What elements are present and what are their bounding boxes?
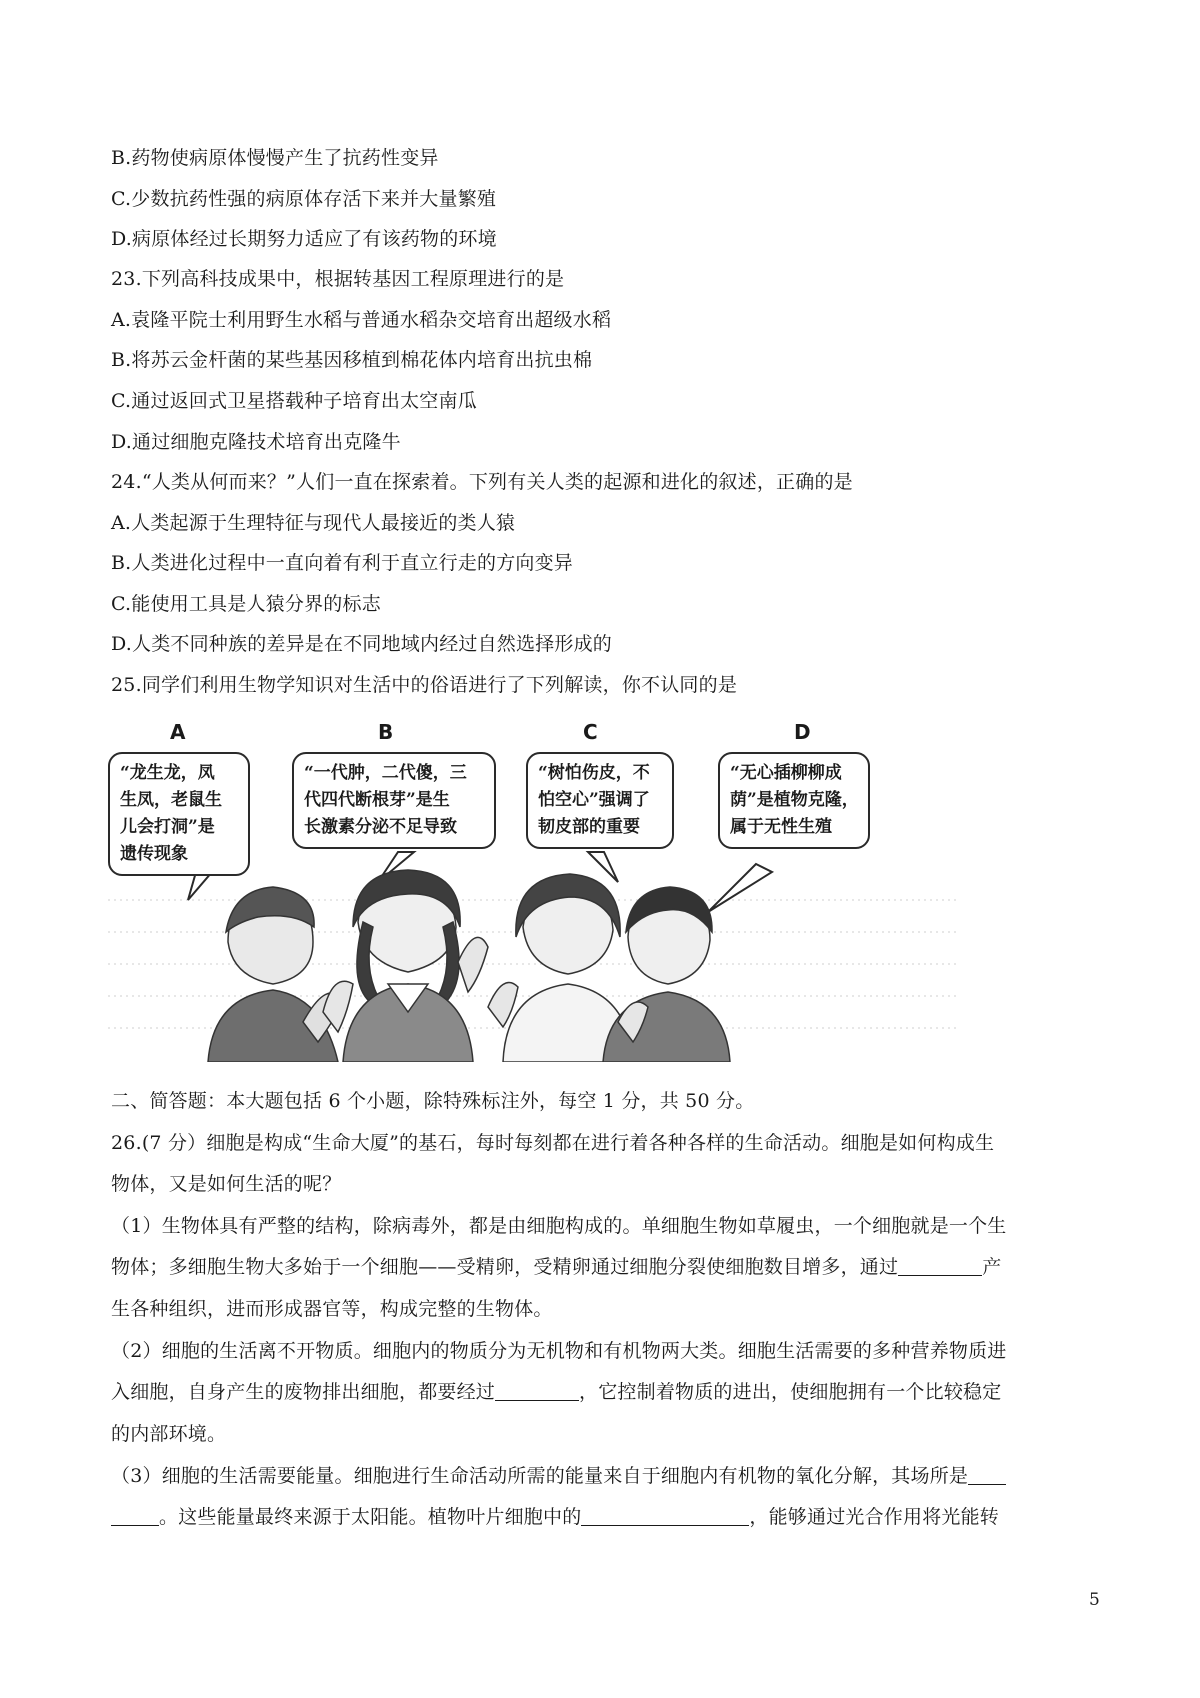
subquestion-2: （2）细胞的生活离不开物质。细胞内的物质分为无机物和有机物两大类。细胞生活需要的多种营养物质进: [111, 1340, 1007, 1362]
option-line: D.人类不同种族的差异是在不同地域内经过自然选择形成的: [111, 633, 612, 655]
bubble-text: “龙生龙，凤: [120, 763, 215, 783]
proverb-illustration: [108, 722, 958, 1062]
text-segment: （3）细胞的生活需要能量。细胞进行生命活动所需的能量来自于细胞内有机物的氧化分解，其场所是: [111, 1465, 969, 1487]
text-segment: ，能够通过光合作用将光能转: [749, 1506, 1000, 1528]
bubble-text: 长激素分泌不足导致: [304, 817, 457, 837]
answer-blank[interactable]: [968, 1464, 1006, 1485]
text-segment: 入细胞，自身产生的废物排出细胞，都要经过: [111, 1381, 496, 1403]
subquestion-1: （1）生物体具有严整的结构，除病毒外，都是由细胞构成的。单细胞生物如草履虫，一个细胞就是一个生: [111, 1215, 1007, 1237]
student-b: [323, 870, 488, 1062]
label-d: D: [794, 720, 811, 744]
option-line: A.人类起源于生理特征与现代人最接近的类人猿: [111, 512, 516, 534]
answer-blank[interactable]: [898, 1255, 982, 1276]
question-23: 23.下列高科技成果中，根据转基因工程原理进行的是: [111, 268, 565, 290]
bubble-text: “一代肿，二代傻，三: [304, 763, 467, 783]
subquestion-3: [111, 1463, 1006, 1489]
page-number: 5: [1089, 1590, 1100, 1610]
bubble-text: 代四代断根芽”是生: [304, 790, 450, 810]
question-25: 25.同学们利用生物学知识对生活中的俗语进行了下列解读，你不认同的是: [111, 674, 738, 696]
option-line: C.少数抗药性强的病原体存活下来并大量繁殖: [111, 188, 497, 210]
speech-bubble-a: [108, 752, 250, 876]
question-26-intro: 物体，又是如何生活的呢？: [111, 1173, 342, 1195]
student-a: [208, 887, 343, 1062]
answer-blank[interactable]: [495, 1380, 579, 1401]
speech-bubble-d: [718, 752, 870, 849]
text-segment: 产: [982, 1256, 1002, 1278]
bubble-text: “树怕伤皮，不: [538, 763, 650, 783]
option-line: B.将苏云金杆菌的某些基因移植到棉花体内培育出抗虫棉: [111, 349, 593, 371]
bubble-text: 生凤，老鼠生: [120, 790, 222, 810]
option-line: C.通过返回式卫星搭载种子培育出太空南瓜: [111, 390, 477, 412]
subquestion-2: 的内部环境。: [111, 1423, 227, 1445]
speech-bubble-b: [292, 752, 496, 849]
bubble-text: 儿会打洞”是: [120, 817, 215, 837]
option-line: A.袁隆平院士利用野生水稻与普通水稻杂交培育出超级水稻: [111, 309, 612, 331]
option-line: D.病原体经过长期努力适应了有该药物的环境: [111, 228, 497, 250]
text-segment: 。这些能量最终来源于太阳能。植物叶片细胞中的: [159, 1506, 582, 1528]
question-24: 24.“人类从何而来？”人们一直在探索着。下列有关人类的起源和进化的叙述，正确的是: [111, 471, 853, 493]
option-line: B.药物使病原体慢慢产生了抗药性变异: [111, 147, 439, 169]
option-line: B.人类进化过程中一直向着有利于直立行走的方向变异: [111, 552, 574, 574]
subquestion-3: [111, 1504, 999, 1530]
text-segment: 物体；多细胞生物大多始于一个细胞——受精卵，受精卵通过细胞分裂使细胞数目增多，通过: [111, 1256, 899, 1278]
bubble-text: 属于无性生殖: [730, 817, 832, 837]
bubble-text: 遗传现象: [120, 844, 188, 864]
subquestion-1: 生各种组织，进而形成器官等，构成完整的生物体。: [111, 1298, 553, 1320]
question-26-intro: 26.(7 分）细胞是构成“生命大厦”的基石，每时每刻都在进行着各种各样的生命活动。细胞是如何构成生: [111, 1132, 995, 1154]
label-b: B: [378, 720, 394, 744]
subquestion-1: [111, 1254, 1001, 1280]
label-a: A: [170, 720, 186, 744]
label-c: C: [583, 720, 598, 744]
bubble-text: 怕空心”强调了: [538, 790, 650, 810]
option-line: D.通过细胞克隆技术培育出克隆牛: [111, 431, 401, 453]
text-segment: ，它控制着物质的进出，使细胞拥有一个比较稳定: [579, 1381, 1002, 1403]
subquestion-2: [111, 1379, 1001, 1405]
bubble-text: “无心插柳柳成: [730, 763, 842, 783]
speech-bubble-c: [526, 752, 674, 849]
bubble-text: 韧皮部的重要: [538, 817, 640, 837]
answer-blank[interactable]: [581, 1505, 749, 1526]
student-d: [603, 887, 730, 1062]
bubble-text: 荫”是植物克隆，: [730, 790, 859, 810]
section-heading: 二、简答题：本大题包括 6 个小题，除特殊标注外，每空 1 分，共 50 分。: [111, 1090, 755, 1112]
answer-blank[interactable]: [111, 1505, 159, 1526]
option-line: C.能使用工具是人猿分界的标志: [111, 593, 381, 615]
